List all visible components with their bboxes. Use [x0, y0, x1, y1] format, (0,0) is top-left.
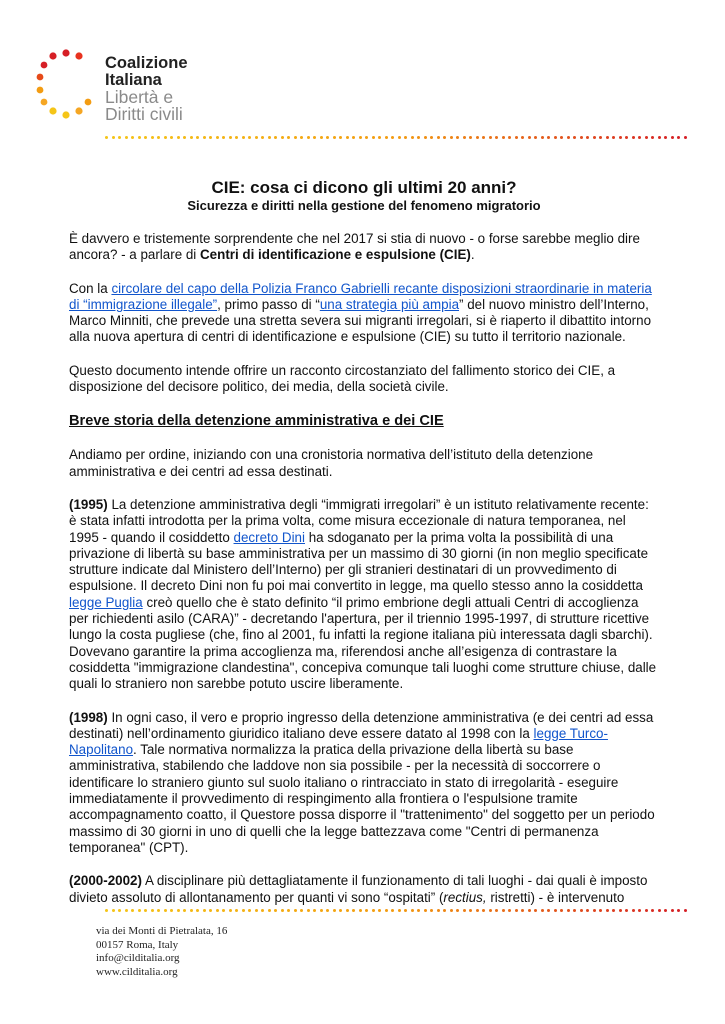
- footer-address: [96, 925, 227, 979]
- divider-dot: [651, 909, 654, 912]
- document-body: [69, 178, 659, 923]
- divider-dot: [261, 909, 264, 912]
- divider-dot: [671, 136, 674, 139]
- divider-dot: [105, 909, 108, 912]
- divider-dot: [593, 136, 596, 139]
- divider-dot: [255, 136, 258, 139]
- divider-dot: [307, 909, 310, 912]
- divider-dot: [391, 909, 394, 912]
- divider-dot: [554, 909, 557, 912]
- divider-dot: [372, 909, 375, 912]
- divider-dot: [599, 909, 602, 912]
- divider-dot: [151, 909, 154, 912]
- divider-dot: [534, 136, 537, 139]
- divider-dot: [638, 136, 641, 139]
- divider-dot: [372, 136, 375, 139]
- divider-dot: [385, 136, 388, 139]
- circle-dots-logo-icon: [34, 49, 98, 121]
- page-subtitle: Sicurezza e diritti nella gestione del fenomeno migratorio: [187, 198, 541, 213]
- divider-dot: [248, 909, 251, 912]
- divider-dot: [222, 136, 225, 139]
- divider-dot: [170, 909, 173, 912]
- footer-city: 00157 Roma, Italy: [96, 938, 179, 951]
- divider-dot: [521, 909, 524, 912]
- logo-line-2: Italiana: [105, 71, 162, 89]
- divider-dot: [216, 909, 219, 912]
- divider-dot: [417, 136, 420, 139]
- divider-dot: [118, 909, 121, 912]
- divider-dot: [320, 136, 323, 139]
- divider-dot: [482, 136, 485, 139]
- divider-dot: [489, 909, 492, 912]
- divider-dot: [560, 909, 563, 912]
- divider-dot: [157, 909, 160, 912]
- divider-dot: [456, 909, 459, 912]
- divider-dot: [430, 136, 433, 139]
- divider-dot: [222, 909, 225, 912]
- text-1995-1: La detenzione amministrativa degli “immigrati irregolari” è un istituto relativamente recente: è stata infatti introdotta per la prima volta, come misura eccezionale di natura temporanea, nel 1995 - quando il cosiddetto: [69, 496, 649, 545]
- divider-dot: [495, 136, 498, 139]
- divider-dot: [651, 136, 654, 139]
- divider-dot: [333, 136, 336, 139]
- divider-dot: [105, 136, 108, 139]
- divider-dot: [541, 909, 544, 912]
- context-text-3: ” del nuovo ministro dell’Interno, Marco Minniti, che prevede una stretta severa sui migranti irregolari, si è riaperto il dibattito intorno alla nuova apertura di centri di identificazione e espulsione (CIE) su tutto il territorio nazionale.: [69, 296, 652, 345]
- divider-dot: [242, 136, 245, 139]
- divider-dot: [619, 909, 622, 912]
- divider-dot: [216, 136, 219, 139]
- divider-dot: [281, 136, 284, 139]
- divider-dot: [411, 909, 414, 912]
- divider-dot: [346, 909, 349, 912]
- logo-line-3: Libertà e: [105, 87, 174, 107]
- divider-dot: [229, 909, 232, 912]
- divider-dot: [560, 136, 563, 139]
- divider-dot: [515, 909, 518, 912]
- divider-dot: [645, 136, 648, 139]
- divider-dot: [359, 909, 362, 912]
- divider-dot: [515, 136, 518, 139]
- divider-dot: [268, 909, 271, 912]
- divider-dot: [567, 909, 570, 912]
- divider-dot: [164, 136, 167, 139]
- divider-dot: [580, 909, 583, 912]
- footer-website[interactable]: www.cilditalia.org: [96, 965, 178, 978]
- divider-dot: [378, 136, 381, 139]
- divider-dot: [658, 909, 661, 912]
- divider-dot: [638, 909, 641, 912]
- divider-dot: [664, 136, 667, 139]
- divider-dot: [684, 909, 687, 912]
- divider-dot: [170, 136, 173, 139]
- divider-dot: [190, 136, 193, 139]
- divider-dot: [209, 136, 212, 139]
- divider-dot: [307, 136, 310, 139]
- divider-dot: [508, 909, 511, 912]
- year-1998: (1998): [69, 709, 108, 725]
- divider-dot: [586, 909, 589, 912]
- divider-dot: [573, 136, 576, 139]
- divider-dot: [398, 136, 401, 139]
- divider-dot: [359, 136, 362, 139]
- divider-dot: [177, 909, 180, 912]
- divider-dot: [183, 136, 186, 139]
- divider-dot: [534, 909, 537, 912]
- decreto-dini-link[interactable]: decreto Dini: [233, 529, 305, 545]
- divider-dot: [118, 136, 121, 139]
- divider-dot: [521, 136, 524, 139]
- dotted-divider-top: [105, 136, 690, 140]
- intro-text-a: È davvero e tristemente sorprendente che nel 2017 si stia di nuovo - o forse sarebbe meglio dire ancora? - a parlare di: [69, 231, 640, 263]
- divider-dot: [235, 136, 238, 139]
- divider-dot: [339, 136, 342, 139]
- divider-dot: [131, 909, 134, 912]
- divider-dot: [606, 909, 609, 912]
- divider-dot: [547, 136, 550, 139]
- divider-dot: [677, 136, 680, 139]
- divider-dot: [469, 136, 472, 139]
- divider-dot: [196, 909, 199, 912]
- text-2000-italic: rectius,: [443, 889, 487, 905]
- divider-dot: [138, 136, 141, 139]
- text-2000-2: ristretti) - è intervenuto: [486, 889, 625, 905]
- intro-paragraph: [69, 231, 659, 264]
- divider-dot: [619, 136, 622, 139]
- divider-dot: [398, 909, 401, 912]
- strategy-link[interactable]: una strategia più ampia: [319, 296, 460, 312]
- divider-dot: [320, 909, 323, 912]
- paragraph-2000-2002: [69, 873, 659, 906]
- year-1995: (1995): [69, 496, 108, 512]
- cild-logo: [34, 49, 204, 124]
- divider-dot: [196, 136, 199, 139]
- divider-dot: [424, 136, 427, 139]
- purpose-paragraph: Questo documento intende offrire un racconto circostanziato del fallimento storico dei CIE, a disposizione del decisore politico, dei media, della società civile.: [69, 362, 616, 395]
- paragraph-1998: [69, 710, 659, 857]
- divider-dot: [411, 136, 414, 139]
- divider-dot: [235, 909, 238, 912]
- footer-email[interactable]: info@cilditalia.org: [96, 952, 180, 964]
- divider-dot: [502, 909, 505, 912]
- divider-dot: [625, 909, 628, 912]
- page-title: CIE: cosa ci dicono gli ultimi 20 anni?: [211, 178, 517, 197]
- footer-street: via dei Monti di Pietralata, 16: [96, 925, 228, 937]
- divider-dot: [248, 136, 251, 139]
- divider-dot: [528, 136, 531, 139]
- divider-dot: [242, 909, 245, 912]
- divider-dot: [443, 909, 446, 912]
- divider-dot: [437, 909, 440, 912]
- divider-dot: [346, 136, 349, 139]
- divider-dot: [443, 136, 446, 139]
- divider-dot: [268, 136, 271, 139]
- divider-dot: [131, 136, 134, 139]
- divider-dot: [495, 909, 498, 912]
- divider-dot: [352, 136, 355, 139]
- divider-dot: [287, 909, 290, 912]
- divider-dot: [274, 136, 277, 139]
- divider-dot: [255, 909, 258, 912]
- divider-dot: [385, 909, 388, 912]
- divider-dot: [294, 136, 297, 139]
- intro-bold: Centri di identificazione e espulsione (CIE): [200, 247, 471, 263]
- divider-dot: [417, 909, 420, 912]
- divider-dot: [437, 136, 440, 139]
- context-text-1: Con la: [69, 280, 112, 296]
- divider-dot: [567, 136, 570, 139]
- divider-dot: [112, 136, 115, 139]
- divider-dot: [164, 909, 167, 912]
- divider-dot: [476, 909, 479, 912]
- section-heading: Breve storia della detenzione amministrativa e dei CIE: [69, 413, 444, 430]
- legge-turco-napolitano-link[interactable]: legge Turco-Napolitano: [69, 725, 608, 758]
- divider-dot: [339, 909, 342, 912]
- divider-dot: [326, 136, 329, 139]
- divider-dot: [508, 136, 511, 139]
- divider-dot: [190, 909, 193, 912]
- divider-dot: [476, 136, 479, 139]
- divider-dot: [313, 909, 316, 912]
- divider-dot: [261, 136, 264, 139]
- text-1995-2: ha sdoganato per la prima volta la possibilità di una privazione di libertà su base amministrativa per un massimo di 30 giorni (in non meglio specificate strutture indicate dal Ministero dell’Interno) per gli stranieri destinatari di un provvedimento di espulsione. Il decreto Dini non fu poi mai convertito in legge, ma quello stesso anno la cosiddetta: [69, 529, 649, 594]
- divider-dot: [502, 136, 505, 139]
- divider-dot: [463, 909, 466, 912]
- logo-line-4: Diritti civili: [105, 104, 183, 124]
- divider-dot: [404, 136, 407, 139]
- divider-dot: [528, 909, 531, 912]
- text-1998-1: In ogni caso, il vero e proprio ingresso della detenzione amministrativa (e dei centri ad essa destinati) nell’ordinamento giuridico italiano deve essere datato al 1998 con la: [69, 709, 654, 741]
- divider-dot: [599, 136, 602, 139]
- divider-dot: [144, 909, 147, 912]
- divider-dot: [326, 909, 329, 912]
- divider-dot: [541, 136, 544, 139]
- divider-dot: [203, 136, 206, 139]
- divider-dot: [274, 909, 277, 912]
- divider-dot: [645, 909, 648, 912]
- divider-dot: [593, 909, 596, 912]
- divider-dot: [424, 909, 427, 912]
- divider-dot: [229, 136, 232, 139]
- divider-dot: [632, 909, 635, 912]
- context-paragraph: [69, 281, 659, 346]
- text-2000-1: A disciplinare più dettagliatamente il funzionamento di tali luoghi - dai quali è imposto divieto assoluto di allontanamento per quanti vi sono “ospitati” (: [69, 873, 648, 905]
- text-1998-2: . Tale normativa normalizza la pratica della privazione della libertà su base amministrativa, stabilendo che laddove non sia possibile - per la necessità di soccorrere o identificare lo straniero giunto sul suolo italiano o rintracciato in stato di irregolarità - eseguire immediatamente il provvedimento di respingimento alla frontiera o l'espulsione tramite accompagnamento coatto, il Questore possa disporre il "trattenimento" del soggetto per un periodo massimo di 30 giorni in uno di quelli che la legge battezzava come "Centri di permanenza temporanea" (CPT).: [69, 742, 655, 855]
- divider-dot: [580, 136, 583, 139]
- logo-wordmark: [105, 55, 188, 123]
- divider-dot: [547, 909, 550, 912]
- divider-dot: [378, 909, 381, 912]
- divider-dot: [352, 909, 355, 912]
- divider-dot: [300, 909, 303, 912]
- divider-dot: [183, 909, 186, 912]
- divider-dot: [469, 909, 472, 912]
- divider-dot: [281, 909, 284, 912]
- divider-dot: [125, 909, 128, 912]
- divider-dot: [203, 909, 206, 912]
- divider-dot: [294, 909, 297, 912]
- divider-dot: [450, 136, 453, 139]
- divider-dot: [684, 136, 687, 139]
- divider-dot: [463, 136, 466, 139]
- divider-dot: [489, 136, 492, 139]
- divider-dot: [391, 136, 394, 139]
- divider-dot: [151, 136, 154, 139]
- divider-dot: [300, 136, 303, 139]
- divider-dot: [430, 909, 433, 912]
- divider-dot: [671, 909, 674, 912]
- divider-dot: [664, 909, 667, 912]
- paragraph-1995: [69, 497, 659, 693]
- divider-dot: [404, 909, 407, 912]
- divider-dot: [365, 136, 368, 139]
- divider-dot: [125, 136, 128, 139]
- context-text-2: , primo passo di “: [217, 296, 320, 312]
- divider-dot: [313, 136, 316, 139]
- divider-dot: [625, 136, 628, 139]
- year-2000-2002: (2000-2002): [69, 873, 142, 889]
- divider-dot: [333, 909, 336, 912]
- divider-dot: [138, 909, 141, 912]
- text-1995-3: creò quello che è stato definito “il primo embrione degli attuali Centri di accoglienza per richiedenti asilo (CARA)” - decretando l'apertura, per il triennio 1995-1997, di strutture ricettive lungo la costa pugliese (che, fino al 2001, fu infatti la regione italiana più interessata dagli sbarchi). Dovevano garantire la prima accoglienza ma, riferendosi anche all’esigenza di contrastare la cosiddetta "immigrazione clandestina", concepiva comunque tali luoghi come strutture chiuse, dalle quali lo straniero non sarebbe potuto uscire liberamente.: [69, 594, 657, 692]
- divider-dot: [573, 909, 576, 912]
- gabrielli-circular-link[interactable]: circolare del capo della Polizia Franco Gabrielli recante disposizioni straordinarie in materia di “immigrazione illegale”: [69, 280, 652, 312]
- intro-text-b: .: [470, 247, 475, 263]
- order-paragraph: Andiamo per ordine, iniziando con una cronistoria normativa dell’istituto della detenzione amministrativa e dei centri ad essa destinati.: [69, 447, 594, 479]
- divider-dot: [612, 136, 615, 139]
- divider-dot: [177, 136, 180, 139]
- divider-dot: [365, 909, 368, 912]
- divider-dot: [287, 136, 290, 139]
- divider-dot: [209, 909, 212, 912]
- legge-puglia-link[interactable]: legge Puglia: [69, 594, 143, 610]
- divider-dot: [632, 136, 635, 139]
- divider-dot: [586, 136, 589, 139]
- divider-dot: [554, 136, 557, 139]
- divider-dot: [612, 909, 615, 912]
- divider-dot: [677, 909, 680, 912]
- dotted-divider-bottom: [105, 909, 690, 913]
- divider-dot: [144, 136, 147, 139]
- divider-dot: [157, 136, 160, 139]
- divider-dot: [606, 136, 609, 139]
- divider-dot: [482, 909, 485, 912]
- divider-dot: [450, 909, 453, 912]
- divider-dot: [456, 136, 459, 139]
- divider-dot: [112, 909, 115, 912]
- logo-line-1: Coalizione: [105, 54, 188, 72]
- divider-dot: [658, 136, 661, 139]
